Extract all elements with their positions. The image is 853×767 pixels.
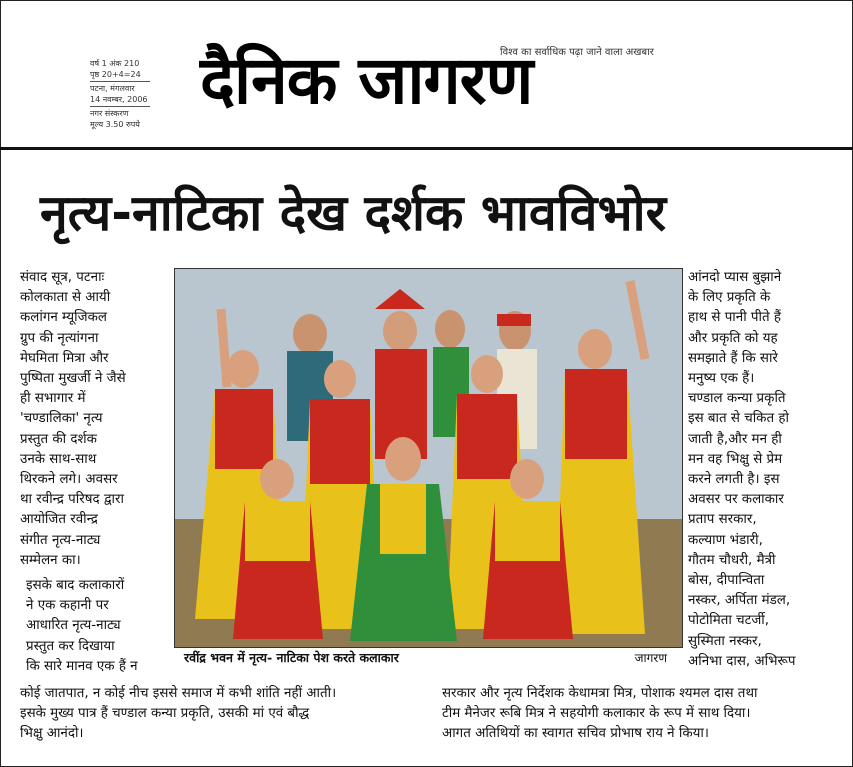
text-line: 'चण्डालिका' नृत्य (20, 411, 103, 427)
dancers-illustration (175, 269, 682, 647)
text-line: कि सारे मानव एक हैं न (26, 658, 138, 674)
text-line: कलांगन म्यूजिकल (20, 310, 107, 326)
text-line: जाती है,और मन ही (688, 431, 782, 447)
article-photo (174, 268, 683, 648)
text-line: गौतम चौधरी, मैत्री (688, 552, 776, 568)
text-line: उनके साथ-साथ (20, 451, 97, 467)
text-line: अनिभा दास, अभिरूप (688, 653, 796, 669)
text-line: भिक्षु आनंदो। (20, 726, 84, 742)
edition-volume: वर्ष 1 अंक 210 (90, 59, 140, 68)
text-line: प्रताप सरकार, (688, 512, 757, 528)
article-bottom-right (442, 684, 842, 745)
text-line: आंनदो प्यास बुझाने (688, 270, 782, 285)
text-line: के लिए प्रकृति के (688, 290, 771, 306)
photo-caption-bar (174, 646, 681, 668)
text-line: सुस्मिता नस्कर, (688, 633, 762, 649)
edition-price: मूल्य 3.50 रुपये (90, 120, 140, 129)
edition-name: नगर संस्करण (90, 109, 129, 118)
edition-place-day: पटना, मंगलवार (90, 84, 135, 93)
text-line: पोटोमिता चटर्जी, (688, 613, 770, 629)
edition-pages: पृष्ठ 20+4=24 (90, 70, 141, 79)
text-line: प्रस्तुत कर दिखाया (26, 638, 115, 654)
article-headline: नृत्य-नाटिका देख दर्शक भावविभोर (40, 184, 667, 242)
text-line: करने लगती है। इस (688, 472, 780, 488)
edition-date: 14 नवम्बर, 2006 (90, 95, 148, 104)
text-line: मन वह भिक्षु से प्रेम (688, 451, 783, 467)
text-line: इसके मुख्य पात्र हैं चण्डाल कन्या प्रकृति, उसकी मां एवं बौद्ध (20, 706, 310, 722)
text-line: प्रस्तुत की दर्शक (20, 431, 97, 447)
edition-info (90, 58, 160, 130)
text-line: कल्याण भंडारी, (688, 532, 763, 548)
text-line: सम्मेलन का। (20, 552, 81, 568)
edition-divider (90, 106, 150, 107)
text-line: ग्रुप की नृत्यांगना (20, 330, 99, 346)
text-line: थिरकने लगे। अवसर (20, 472, 118, 488)
text-line: और प्रकृति को यह (688, 330, 778, 346)
text-line: इसके बाद कलाकारों (26, 578, 125, 594)
text-line: ही सभागार में (20, 391, 86, 407)
text-line: बोस, दीपान्विता (688, 573, 765, 589)
text-line: हाथ से पानी पीते हैं (688, 310, 782, 326)
right-paragraph (688, 268, 836, 672)
left-paragraph-2 (20, 576, 172, 677)
text-line: था रवीन्द्र परिषद द्वारा (20, 492, 124, 508)
text-line: अवसर पर कलाकार (688, 492, 784, 508)
text-line: कोई जातपात, न कोई नीच इससे समाज में कभी शांति नहीं आती। (20, 686, 337, 701)
text-line: मेघमिता मित्रा और (20, 350, 109, 366)
newspaper-logo: दैनिक जागरण (200, 42, 533, 119)
text-line: इस बात से चकित हो (688, 411, 789, 427)
text-line: चण्डाल कन्या प्रकृति (688, 391, 786, 407)
text-line: समझाते हैं कि सारे (688, 350, 778, 366)
text-line: नस्कर, अर्पिता मंडल, (688, 593, 791, 609)
masthead-rule (0, 147, 853, 150)
photo-credit: जागरण (634, 651, 667, 665)
text-line: मनुष्य एक हैं। (688, 371, 755, 387)
text-line: संगीत नृत्य-नाट्य (20, 532, 101, 548)
text-line: आयोजित रवीन्द्र (20, 512, 98, 528)
text-line: संवाद सूत्र, पटनाः (20, 270, 105, 285)
left-paragraph-1 (20, 268, 172, 571)
text-line: सरकार और नृत्य निर्देशक केधामत्रा मित्र, पोशाक श्यमल दास तथा (442, 686, 758, 701)
article-right-column (688, 268, 836, 672)
article-bottom-left (20, 684, 425, 745)
text-line: कोलकाता से आयी (20, 290, 111, 306)
edition-divider (90, 81, 150, 82)
text-line: टीम मैनेजर रूबि मित्र ने सहयोगी कलाकार के रूप में साथ दिया। (442, 706, 751, 722)
text-line: ने एक कहानी पर (26, 598, 109, 614)
photo-caption: रवींद्र भवन में नृत्य- नाटिका पेश करते कलाकार (184, 650, 399, 665)
text-line: आगत अतिथियों का स्वागत सचिव प्रोभाष राय ने किया। (442, 726, 709, 742)
masthead-tagline: विश्व का सर्वाधिक पढ़ा जाने वाला अखबार (500, 47, 654, 58)
text-line: आधारित नृत्य-नाट्य (26, 618, 121, 634)
article-left-column (20, 268, 172, 677)
text-line: पुष्पिता मुखर्जी ने जैसे (20, 371, 126, 387)
